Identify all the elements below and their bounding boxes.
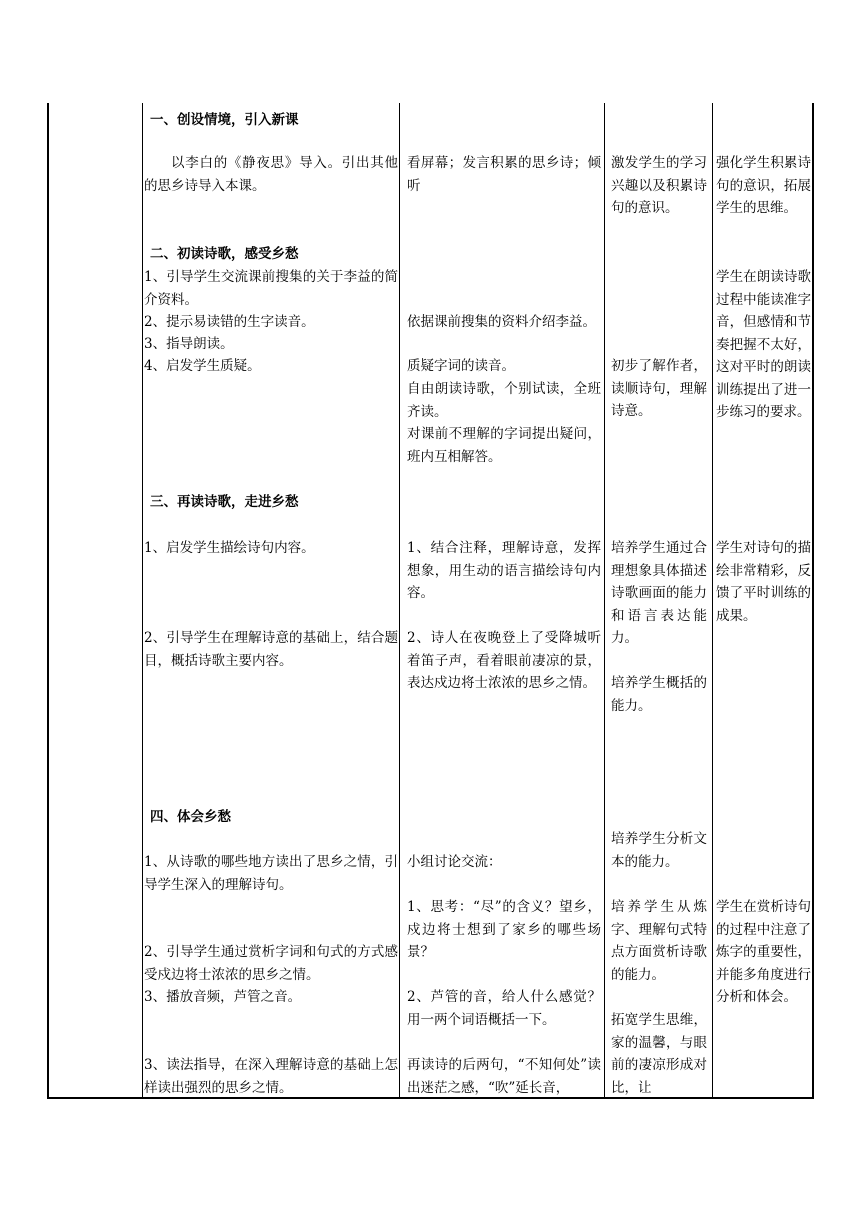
student-activity: 1、结合注释，理解诗意，发挥想象，用生动的语言描绘诗句内容。	[407, 540, 601, 601]
section-heading: 二、初读诗歌，感受乡愁	[150, 246, 299, 262]
teacher-activity: 2、提示易读错的生字读音。	[144, 314, 315, 330]
table-border-left	[47, 103, 49, 1099]
teacher-activity: 3、播放音频，芦管之音。	[144, 989, 302, 1005]
student-activity: 依据课前搜集的资料介绍李益。	[407, 314, 596, 330]
teacher-activity: 1、启发学生描绘诗句内容。	[144, 540, 315, 556]
design-intent: 初步了解作者，读顺诗句，理解诗意。	[611, 358, 707, 419]
student-activity: 再读诗的后两句，“不知何处”读出迷茫之感，“吹”延长音，	[407, 1057, 601, 1096]
column-divider-1	[142, 103, 143, 1099]
teaching-reflection: 强化学生积累诗句的意识，拓展学生的思维。	[716, 155, 811, 216]
teaching-reflection: 学生在赏析诗句的过程中注意了炼字的重要性，并能多角度进行分析和体会。	[716, 899, 811, 1005]
student-activity: 1、思考：“尽”的含义？望乡，戍边将士想到了家乡的哪些场景？	[407, 899, 601, 960]
teacher-activity: 3、指导朗读。	[144, 336, 234, 352]
teacher-activity: 4、启发学生质疑。	[144, 358, 261, 374]
section-heading: 四、体会乡愁	[150, 809, 231, 825]
design-intent: 激发学生的学习兴趣以及积累诗句的意识。	[611, 155, 707, 216]
section-heading: 三、再读诗歌，走进乡愁	[150, 494, 299, 510]
student-activity: 看屏幕；发言积累的思乡诗；倾听	[407, 155, 601, 194]
column-divider-4	[712, 103, 713, 1099]
column-divider-3	[604, 103, 605, 1099]
student-activity: 质疑字词的读音。	[407, 358, 515, 374]
student-activity: 2、芦管的音，给人什么感觉？用一两个词语概括一下。	[407, 989, 601, 1028]
design-intent: 拓宽学生思维，家的温馨，与眼前的凄凉形成对比，让	[611, 1012, 707, 1096]
student-activity: 2、诗人在夜晚登上了受降城听着笛子声，看着眼前凄凉的景，表达戍边将士浓浓的思乡之情。	[407, 630, 601, 691]
section-heading: 一、创设情境，引入新课	[150, 112, 299, 128]
design-intent: 培养学生从炼字、理解句式特点方面赏析诗歌的能力。	[611, 899, 707, 983]
design-intent: 培养学生通过合理想象具体描述诗歌画面的能力和语言表达能力。	[611, 540, 707, 646]
teacher-activity: 2、引导学生通过赏析字词和句式的方式感受戍边将士浓浓的思乡之情。	[144, 944, 398, 983]
teacher-activity: 以李白的《静夜思》导入。引出其他的思乡诗导入本课。	[144, 155, 398, 194]
student-activity: 自由朗读诗歌，个别试读，全班齐读。	[407, 381, 601, 420]
teacher-activity: 1、从诗歌的哪些地方读出了思乡之情，引导学生深入的理解诗句。	[144, 854, 398, 893]
table-border-right	[812, 103, 814, 1099]
teacher-activity: 2、引导学生在理解诗意的基础上，结合题目，概括诗歌主要内容。	[144, 630, 398, 669]
teaching-reflection: 学生在朗读诗歌过程中能读准字音，但感情和节奏把握不太好，这对平时的朗读训练提出了进一步练习的要求。	[716, 269, 811, 420]
teacher-activity: 3、读法指导，在深入理解诗意的基础上怎样读出强烈的思乡之情。	[144, 1057, 398, 1096]
student-activity: 对课前不理解的字词提出疑问，班内互相解答。	[407, 426, 601, 465]
design-intent: 培养学生分析文本的能力。	[611, 831, 707, 870]
design-intent: 培养学生概括的能力。	[611, 675, 707, 714]
teacher-activity: 1、引导学生交流课前搜集的关于李益的简介资料。	[144, 269, 398, 308]
student-activity: 小组讨论交流：	[407, 854, 502, 870]
teaching-reflection: 学生对诗句的描绘非常精彩，反馈了平时训练的成果。	[716, 540, 811, 624]
